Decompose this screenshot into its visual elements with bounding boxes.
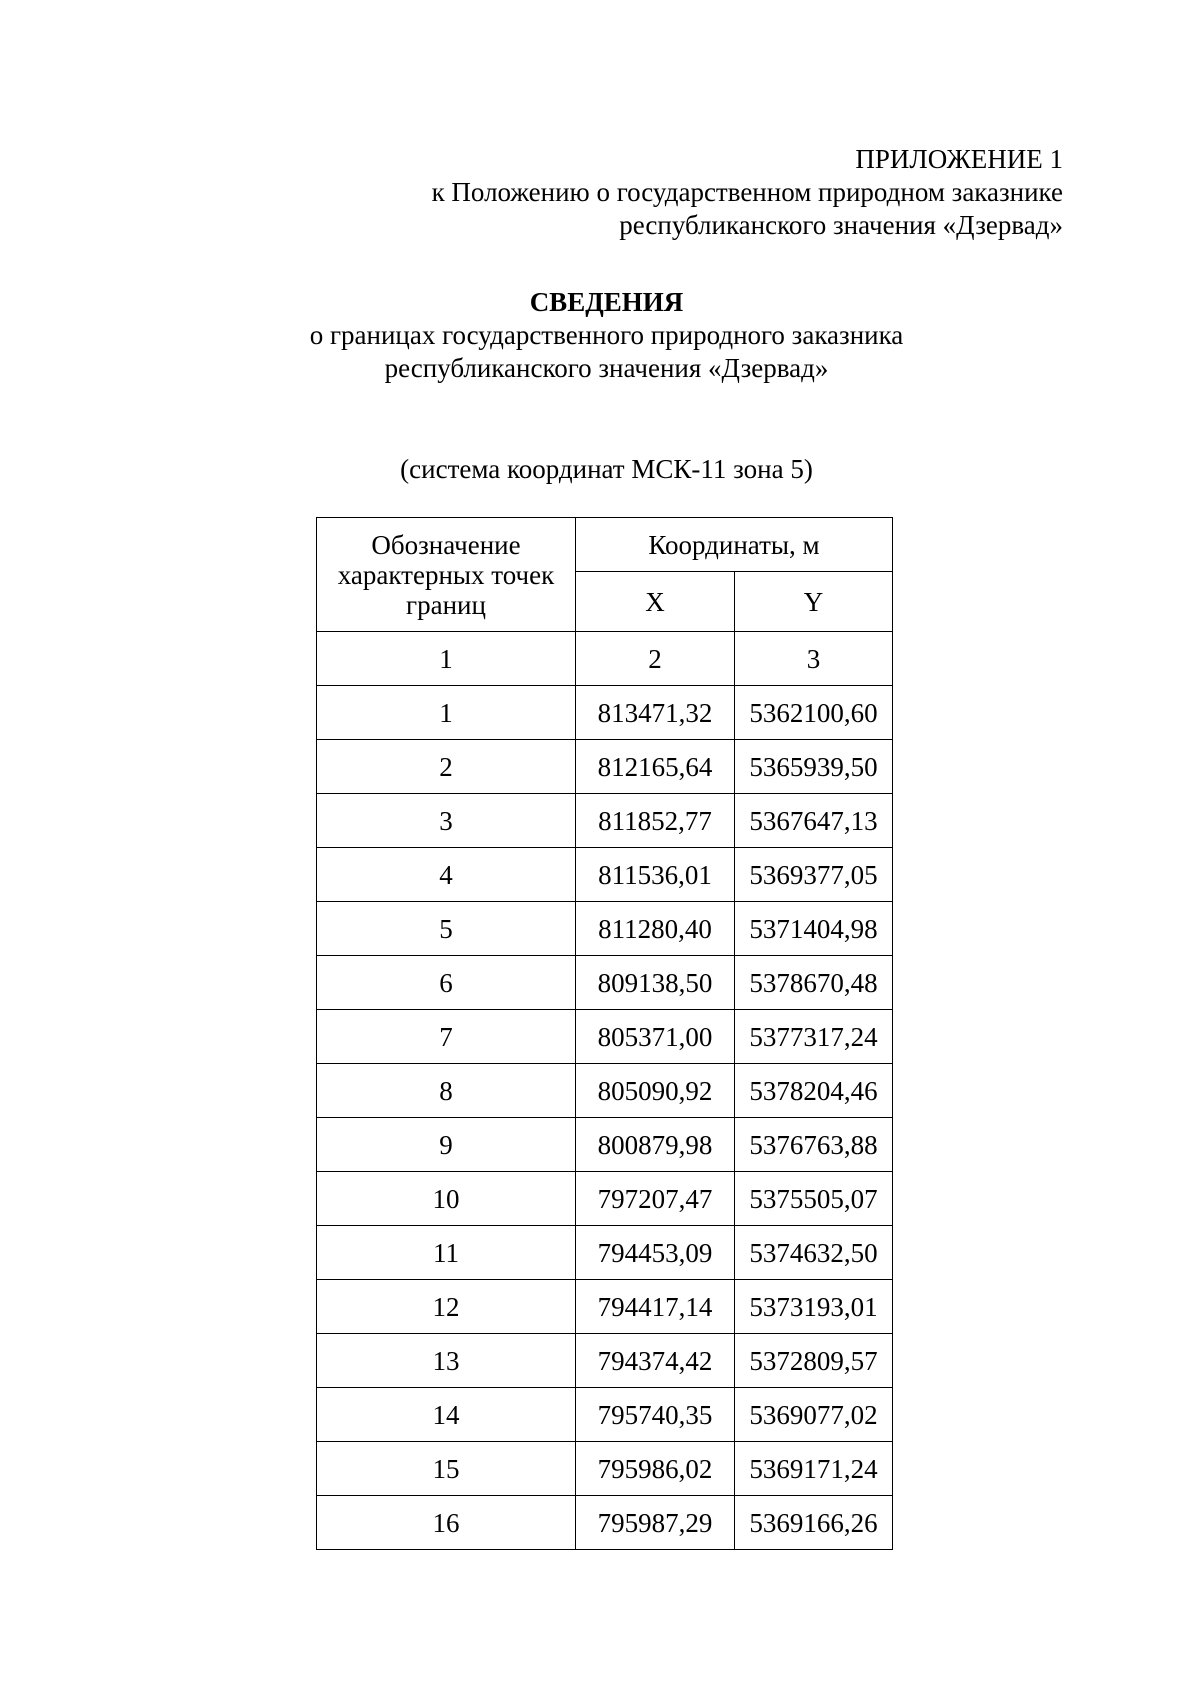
column-number: 3: [735, 632, 893, 686]
coordinates-table-body: [317, 518, 893, 1550]
document-subtitle: о границах государственного природного заказника: [309, 320, 904, 350]
table-row: [317, 1334, 893, 1388]
coordinate-x: 805090,92: [576, 1064, 735, 1118]
document-subtitle-continued: республиканского значения «Дзервад»: [384, 353, 829, 383]
header-x: X: [576, 572, 735, 632]
appendix-reference: к Положению о государственном природном заказнике: [431, 177, 1063, 207]
document-heading: [0, 286, 1200, 385]
coordinate-x: 795987,29: [576, 1496, 735, 1550]
point-designation: 3: [317, 794, 576, 848]
table-row: [317, 1118, 893, 1172]
table-row: [317, 686, 893, 740]
table-row: [317, 740, 893, 794]
coordinate-y: 5372809,57: [735, 1334, 893, 1388]
table-row: [317, 794, 893, 848]
column-number: 1: [317, 632, 576, 686]
coordinate-x: 805371,00: [576, 1010, 735, 1064]
coordinate-y: 5365939,50: [735, 740, 893, 794]
point-designation: 13: [317, 1334, 576, 1388]
table-row: [317, 902, 893, 956]
coordinate-y: 5367647,13: [735, 794, 893, 848]
point-designation: 1: [317, 686, 576, 740]
table-row: [317, 1496, 893, 1550]
coordinate-y: 5362100,60: [735, 686, 893, 740]
coordinate-x: 794453,09: [576, 1226, 735, 1280]
point-designation: 16: [317, 1496, 576, 1550]
coordinate-x: 797207,47: [576, 1172, 735, 1226]
coordinate-y: 5369377,05: [735, 848, 893, 902]
coordinate-system-note: (система координат МСК-11 зона 5): [400, 454, 813, 484]
coordinate-x: 811280,40: [576, 902, 735, 956]
coordinate-y: 5377317,24: [735, 1010, 893, 1064]
coordinate-x: 813471,32: [576, 686, 735, 740]
coordinate-y: 5376763,88: [735, 1118, 893, 1172]
header-coordinates: Координаты, м: [576, 518, 893, 572]
table-row: [317, 1064, 893, 1118]
table-header-row: [317, 518, 893, 572]
coordinate-y: 5373193,01: [735, 1280, 893, 1334]
coordinate-x: 811536,01: [576, 848, 735, 902]
table-row: [317, 1172, 893, 1226]
coordinate-x: 812165,64: [576, 740, 735, 794]
coordinate-x: 795986,02: [576, 1442, 735, 1496]
coordinate-y: 5369077,02: [735, 1388, 893, 1442]
point-designation: 7: [317, 1010, 576, 1064]
coordinates-table: [316, 517, 893, 1550]
point-designation: 2: [317, 740, 576, 794]
coordinate-x: 794374,42: [576, 1334, 735, 1388]
table-row: [317, 848, 893, 902]
table-row: [317, 1388, 893, 1442]
table-row: [317, 1010, 893, 1064]
point-designation: 12: [317, 1280, 576, 1334]
coordinate-y: 5378204,46: [735, 1064, 893, 1118]
column-number: 2: [576, 632, 735, 686]
table-row: [317, 1280, 893, 1334]
point-designation: 11: [317, 1226, 576, 1280]
coordinate-y: 5369171,24: [735, 1442, 893, 1496]
header-designation: Обозначение характерных точек границ: [317, 518, 576, 632]
point-designation: 15: [317, 1442, 576, 1496]
point-designation: 4: [317, 848, 576, 902]
point-designation: 5: [317, 902, 576, 956]
coordinate-y: 5378670,48: [735, 956, 893, 1010]
header-y: Y: [735, 572, 893, 632]
appendix-number: ПРИЛОЖЕНИЕ 1: [855, 144, 1063, 174]
appendix-reference-continued: республиканского значения «Дзервад»: [619, 210, 1063, 240]
point-designation: 6: [317, 956, 576, 1010]
table-row: [317, 956, 893, 1010]
coordinate-x: 809138,50: [576, 956, 735, 1010]
coordinate-x: 811852,77: [576, 794, 735, 848]
coordinate-x: 800879,98: [576, 1118, 735, 1172]
point-designation: 10: [317, 1172, 576, 1226]
coordinate-y: 5374632,50: [735, 1226, 893, 1280]
column-number-row: [317, 632, 893, 686]
coordinate-y: 5369166,26: [735, 1496, 893, 1550]
coordinate-x: 795740,35: [576, 1388, 735, 1442]
coordinate-x: 794417,14: [576, 1280, 735, 1334]
coordinate-y: 5371404,98: [735, 902, 893, 956]
table-row: [317, 1226, 893, 1280]
point-designation: 8: [317, 1064, 576, 1118]
coordinate-y: 5375505,07: [735, 1172, 893, 1226]
point-designation: 9: [317, 1118, 576, 1172]
table-row: [317, 1442, 893, 1496]
document-title: СВЕДЕНИЯ: [529, 287, 684, 317]
appendix-block: [432, 143, 1063, 242]
point-designation: 14: [317, 1388, 576, 1442]
